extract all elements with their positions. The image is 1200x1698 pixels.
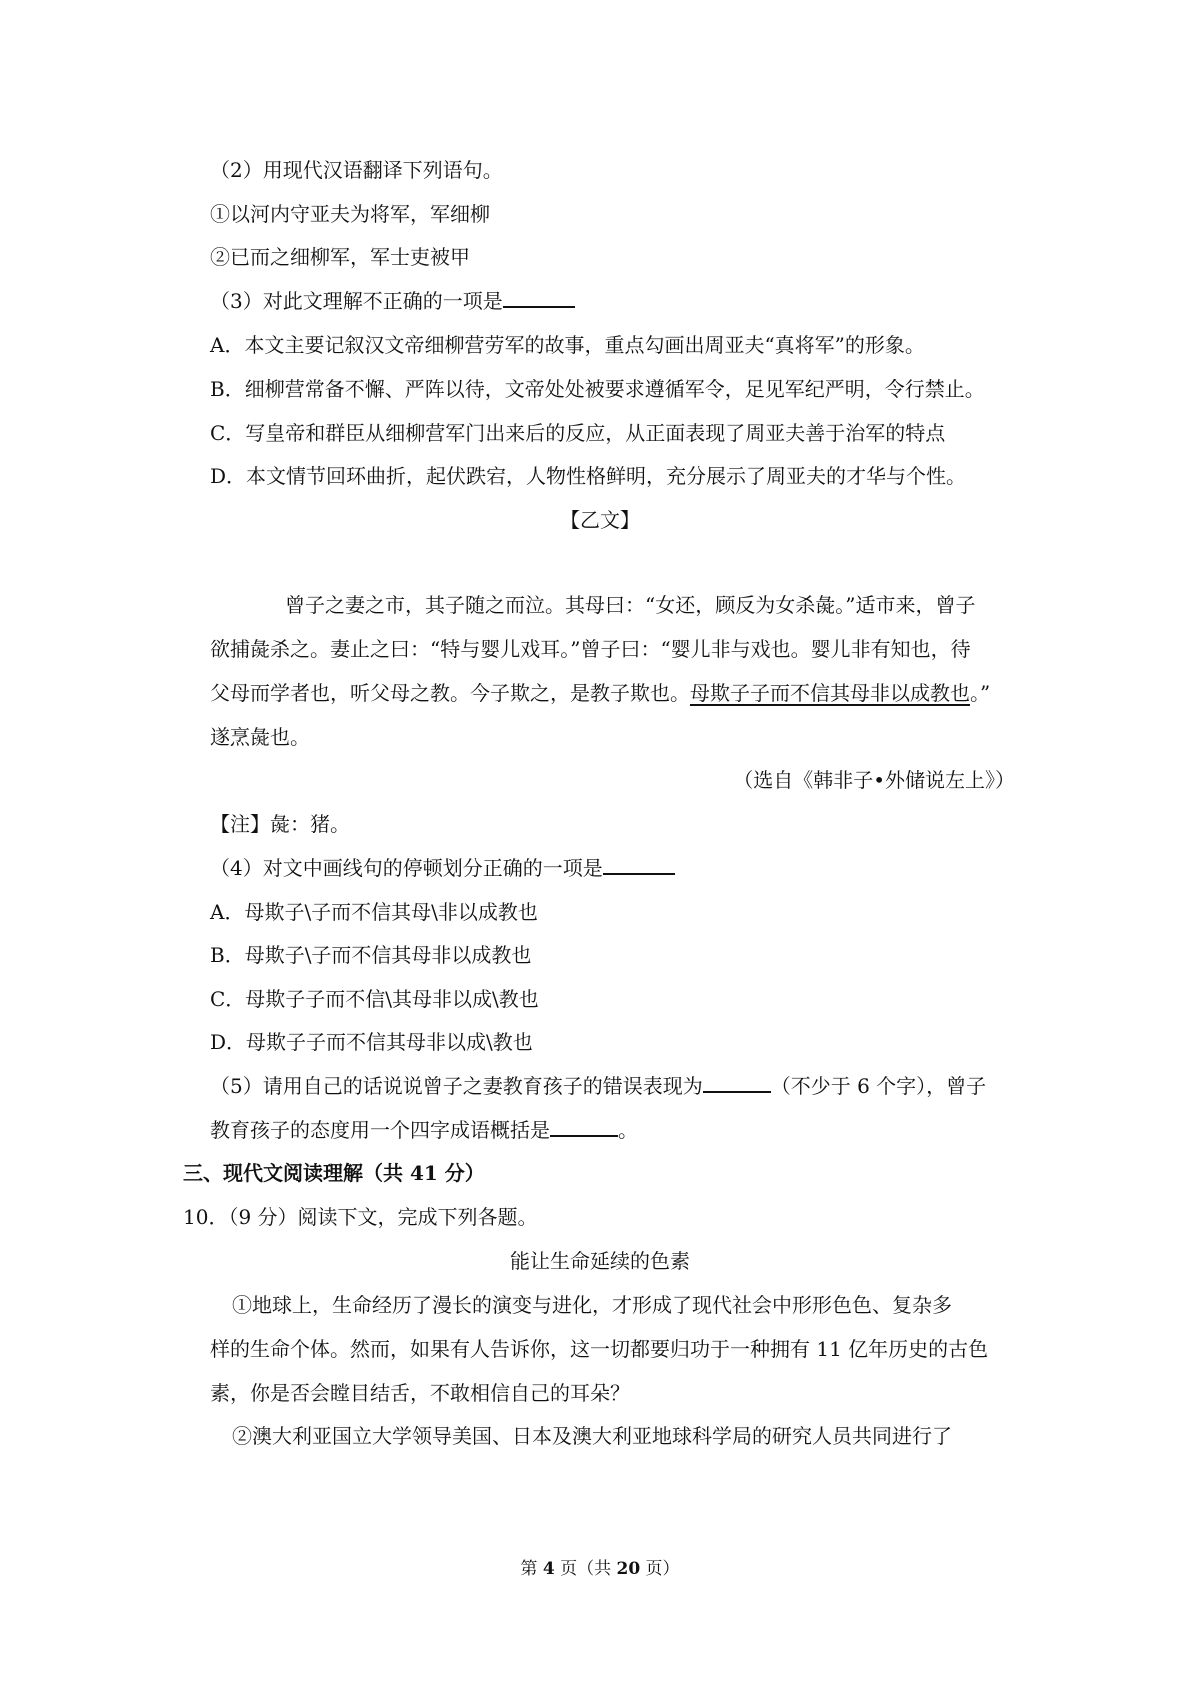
question-2-item-1: ①以河内守亚夫为将军，军细柳 bbox=[210, 202, 490, 226]
yiwen-line-1: 曾子之妻之市，其子随之而泣。其母曰：“女还，顾反为女杀彘。”适市来，曾子 bbox=[285, 593, 976, 617]
yiwen-source: （选自《韩非子•外储说左上》） bbox=[733, 768, 1015, 792]
question-3-option-b: B．细柳营常备不懈、严阵以待，文帝处处被要求遵循军令，足见军纪严明，令行禁止。 bbox=[210, 377, 985, 401]
footer-suffix: 页） bbox=[640, 1559, 680, 1579]
question-2-prompt: （2）用现代汉语翻译下列语句。 bbox=[210, 158, 503, 182]
article-paragraph-1-line-1: ①地球上，生命经历了漫长的演变与进化，才形成了现代社会中形形色色、复杂多 bbox=[232, 1293, 952, 1317]
page-footer bbox=[0, 1557, 1200, 1581]
yiwen-line-2: 欲捕彘杀之。妻止之曰：“特与婴儿戏耳。”曾子曰：“婴儿非与戏也。婴儿非有知也，待 bbox=[210, 637, 971, 661]
question-5-line-1 bbox=[210, 1071, 986, 1101]
footer-prefix: 第 bbox=[520, 1559, 543, 1579]
question-4-option-b: B．母欺子\子而不信其母非以成教也 bbox=[210, 943, 532, 967]
article-paragraph-2-line-1: ②澳大利亚国立大学领导美国、日本及澳大利亚地球科学局的研究人员共同进行了 bbox=[232, 1424, 952, 1448]
question-3-option-d: D．本文情节回环曲折，起伏跌宕，人物性格鲜明，充分展示了周亚夫的才华与个性。 bbox=[210, 464, 967, 488]
yiwen-line-4: 遂烹彘也。 bbox=[210, 725, 310, 749]
question-4-option-a: A．母欺子\子而不信其母\非以成教也 bbox=[210, 900, 538, 924]
question-4-option-c: C．母欺子子而不信\其母非以成\教也 bbox=[210, 987, 539, 1011]
answer-blank bbox=[603, 853, 675, 875]
question-5-line-2 bbox=[210, 1115, 638, 1145]
question-2-item-2: ②已而之细柳军，军士吏被甲 bbox=[210, 245, 470, 269]
yiwen-line-3-end: 。” bbox=[970, 681, 991, 705]
yiwen-note: 【注】彘：猪。 bbox=[210, 812, 350, 836]
question-5-part-3: 教育孩子的态度用一个四字成语概括是 bbox=[210, 1118, 550, 1142]
question-3-line bbox=[210, 286, 575, 316]
question-5-part-2: （不少于 6 个字），曾子 bbox=[770, 1074, 987, 1098]
article-paragraph-1-line-3: 素，你是否会瞠目结舌，不敢相信自己的耳朵？ bbox=[210, 1381, 630, 1405]
answer-blank bbox=[503, 286, 575, 308]
question-10-prompt: 10．（9 分）阅读下文，完成下列各题。 bbox=[183, 1205, 538, 1229]
underlined-sentence: 母欺子子而不信其母非以成教也 bbox=[690, 681, 970, 705]
footer-middle: 页（共 bbox=[554, 1559, 617, 1579]
question-4-prompt: （4）对文中画线句的停顿划分正确的一项是 bbox=[210, 856, 603, 880]
yiwen-heading: 【乙文】 bbox=[560, 508, 640, 532]
answer-blank bbox=[550, 1115, 618, 1137]
question-5-part-4: 。 bbox=[618, 1118, 638, 1142]
page-number: 4 bbox=[542, 1559, 555, 1579]
article-paragraph-1-line-2: 样的生命个体。然而，如果有人告诉你，这一切都要归功于一种拥有 11 亿年历史的古色 bbox=[210, 1337, 989, 1361]
article-title: 能让生命延续的色素 bbox=[510, 1249, 690, 1273]
yiwen-line-3-text: 父母而学者也，听父母之教。今子欺之，是教子欺也。 bbox=[210, 681, 690, 705]
question-3-option-c: C．写皇帝和群臣从细柳营军门出来后的反应，从正面表现了周亚夫善于治军的特点 bbox=[210, 421, 946, 445]
question-4-line bbox=[210, 853, 675, 883]
question-3-prompt: （3）对此文理解不正确的一项是 bbox=[210, 289, 503, 313]
yiwen-line-3 bbox=[210, 678, 990, 708]
question-5-part-1: （5）请用自己的话说说曾子之妻教育孩子的错误表现为 bbox=[210, 1074, 703, 1098]
answer-blank bbox=[703, 1071, 771, 1093]
page-total: 20 bbox=[616, 1559, 641, 1579]
question-3-option-a: A．本文主要记叙汉文帝细柳营劳军的故事，重点勾画出周亚夫“真将军”的形象。 bbox=[210, 333, 925, 357]
section-3-heading: 三、现代文阅读理解（共 41 分） bbox=[183, 1161, 485, 1185]
question-4-option-d: D．母欺子子而不信其母非以成\教也 bbox=[210, 1030, 533, 1054]
